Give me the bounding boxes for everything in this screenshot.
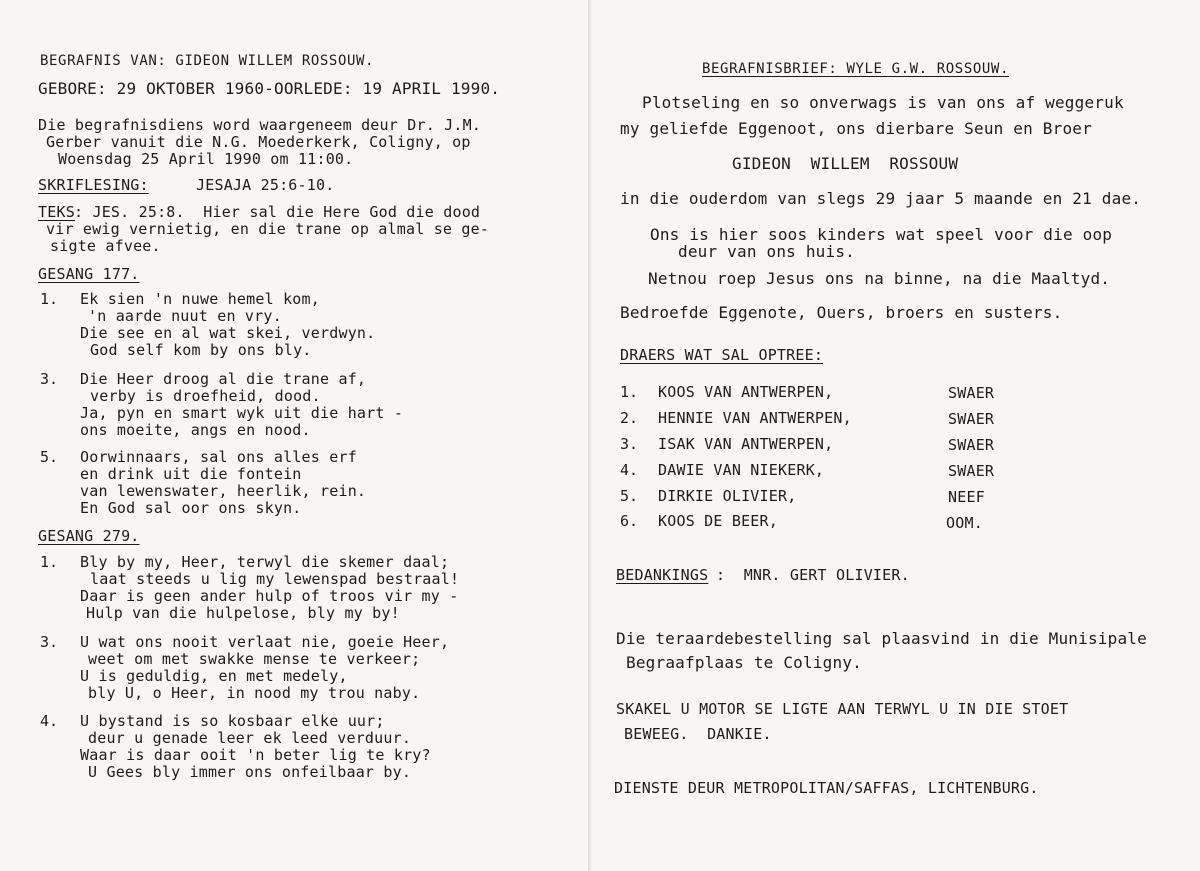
verse-line: en drink uit die fontein (80, 465, 302, 483)
birth-death-dates: GEBORE: 29 OKTOBER 1960-OORLEDE: 19 APRIL 1990. (38, 79, 501, 98)
bearer-name: DIRKIE OLIVIER, (658, 487, 797, 505)
intro-line-2: my geliefde Eggenoot, ons dierbare Seun en Broer (620, 119, 1092, 138)
bearer-number: 1. (620, 383, 639, 401)
verse-number: 3. (40, 633, 59, 651)
verse-line: Die Heer droog al die trane af, (80, 370, 367, 388)
bearer-name: HENNIE VAN ANTWERPEN, (658, 409, 852, 427)
verse-line: U bystand is so kosbaar elke uur; (80, 712, 385, 730)
bearer-number: 6. (620, 512, 639, 530)
verse-number: 1. (40, 553, 59, 571)
funeral-heading: BEGRAFNIS VAN: GIDEON WILLEM ROSSOUW. (40, 53, 375, 69)
bearer-relation: SWAER (948, 384, 995, 402)
verse-line: Ja, pyn en smart wyk uit die hart - (80, 404, 404, 422)
verse-line: van lewenswater, heerlik, rein. (80, 482, 367, 500)
verse-line: verby is droefheid, dood. (90, 387, 321, 405)
bearer-relation: SWAER (948, 436, 995, 454)
scripture-reference: JESAJA 25:6-10. (196, 176, 335, 194)
bearer-name: ISAK VAN ANTWERPEN, (658, 435, 834, 453)
verse-line: Waar is daar ooit 'n beter lig te kry? (80, 746, 431, 764)
verse-line: Ek sien 'n nuwe hemel kom, (80, 290, 320, 308)
bearer-relation: SWAER (948, 410, 995, 428)
verse-line: ons moeite, angs en nood. (80, 421, 311, 439)
verse-line: Hulp van die hulpelose, bly my by! (86, 604, 400, 622)
deceased-name: GIDEON WILLEM ROSSOUW (732, 154, 959, 173)
lights-line-1: SKAKEL U MOTOR SE LIGTE AAN TERWYL U IN DIE STOET (616, 700, 1069, 718)
verse-line: U Gees bly immer ons onfeilbaar by. (88, 763, 412, 781)
bearer-relation: SWAER (948, 462, 995, 480)
verse-line: U wat ons nooit verlaat nie, goeie Heer, (80, 633, 450, 651)
bearer-number: 5. (620, 487, 639, 505)
right-page (592, 0, 1200, 871)
verse-number: 5. (40, 448, 59, 466)
burial-line-2: Begraafplaas te Coligny. (626, 653, 862, 672)
quote-line-3: Netnou roep Jesus ons na binne, na die Maaltyd. (648, 269, 1111, 288)
thanks-value: : MNR. GERT OLIVIER. (716, 566, 910, 584)
hymn-177-title: GESANG 177. (38, 265, 140, 283)
bearer-relation: OOM. (946, 514, 983, 532)
verse-line: laat steeds u lig my lewenspad bestraal! (90, 570, 460, 588)
verse-line: God self kom by ons bly. (90, 341, 312, 359)
verse-line: Bly by my, Heer, terwyl die skemer daal; (80, 553, 450, 571)
letter-title: BEGRAFNISBRIEF: WYLE G.W. ROSSOUW. (702, 61, 1009, 77)
bearer-name: KOOS DE BEER, (658, 512, 778, 530)
bearer-name: DAWIE VAN NIEKERK, (658, 461, 825, 479)
verse-line: Daar is geen ander hulp of troos vir my - (80, 587, 459, 605)
bearer-number: 2. (620, 409, 639, 427)
service-line-3: Woensdag 25 April 1990 om 11:00. (58, 150, 354, 168)
verse-number: 3. (40, 370, 59, 388)
intro-line-1: Plotseling en so onverwags is van ons af weggeruk (642, 93, 1124, 112)
quote-line-1: Ons is hier soos kinders wat speel voor die oop (650, 225, 1113, 244)
quote-line-2: deur van ons huis. (678, 242, 855, 261)
verse-line: En God sal oor ons skyn. (80, 499, 302, 517)
mourners-line: Bedroefde Eggenote, Ouers, broers en susters. (620, 303, 1063, 322)
bearers-title: DRAERS WAT SAL OPTREE: (620, 346, 824, 364)
left-page (0, 0, 590, 871)
text-line-2: vir ewig vernietig, en die trane op almal se ge- (46, 220, 490, 238)
lights-line-2: BEWEEG. DANKIE. (624, 725, 772, 743)
verse-line: bly U, o Heer, in nood my trou naby. (88, 684, 421, 702)
verse-number: 1. (40, 290, 59, 308)
thanks-label: BEDANKINGS (616, 566, 709, 584)
verse-line: 'n aarde nuut en vry. (88, 307, 282, 325)
bearer-relation: NEEF (948, 488, 985, 506)
bearer-name: KOOS VAN ANTWERPEN, (658, 383, 834, 401)
verse-line: U is geduldig, en met medely, (80, 667, 348, 685)
burial-line-1: Die teraardebestelling sal plaasvind in die Munisipale (616, 629, 1147, 648)
verse-line: deur u genade leer ek leed verduur. (88, 729, 412, 747)
bearer-number: 4. (620, 461, 639, 479)
bearer-number: 3. (620, 435, 639, 453)
funeral-services-credit: DIENSTE DEUR METROPOLITAN/SAFFAS, LICHTENBURG. (614, 779, 1039, 797)
scripture-label: SKRIFLESING: (38, 176, 149, 194)
service-line-1: Die begrafnisdiens word waargeneem deur Dr. J.M. (38, 116, 482, 134)
verse-line: Die see en al wat skei, verdwyn. (80, 324, 376, 342)
hymn-279-title: GESANG 279. (38, 527, 140, 545)
text-line-3: sigte afvee. (50, 237, 161, 255)
verse-number: 4. (40, 712, 59, 730)
text-line-1: : JES. 25:8. Hier sal die Here God die dood (74, 203, 481, 221)
text-label: TEKS (38, 203, 75, 221)
verse-line: Oorwinnaars, sal ons alles erf (80, 448, 357, 466)
verse-line: weet om met swakke mense te verkeer; (88, 650, 421, 668)
age-line: in die ouderdom van slegs 29 jaar 5 maande en 21 dae. (620, 189, 1142, 208)
service-line-2: Gerber vanuit die N.G. Moederkerk, Coligny, op (46, 133, 471, 151)
